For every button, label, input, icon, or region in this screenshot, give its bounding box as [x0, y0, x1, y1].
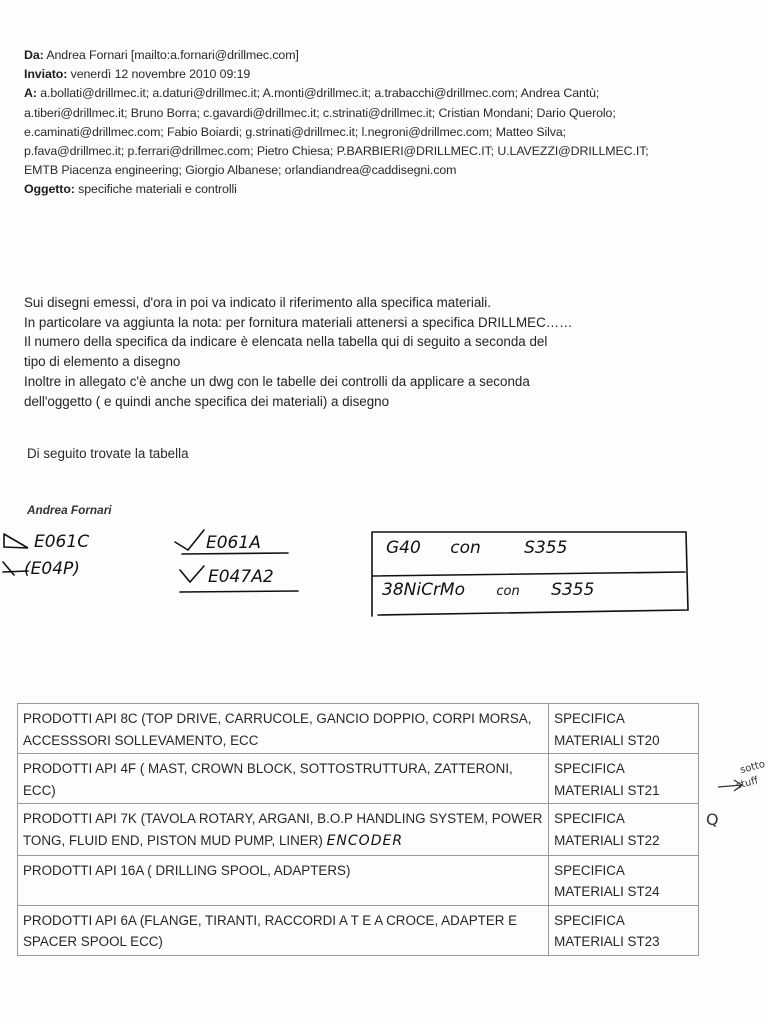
body-line-6: dell'oggetto ( e quindi anche specifica dei materiali) a disegno: [24, 393, 390, 409]
body-line-1: Sui disegni emessi, d'ora in poi va indicato il riferimento alla specifica materiali.: [24, 295, 491, 310]
spec-cell: [549, 804, 699, 855]
spec-label: SPECIFICA: [554, 912, 625, 928]
spec-label: SPECIFICA: [554, 862, 625, 878]
hand-box-row-2: [382, 580, 594, 600]
to-recipients-3: e.caminati@drillmec.com; Fabio Boiardi; g.strinati@drillmec.it; l.negroni@drillmec.com; Matteo Silva;: [24, 124, 567, 139]
spec-label: SPECIFICA: [554, 811, 625, 827]
spec-label: SPECIFICA: [554, 761, 625, 777]
hand-box-2b: con: [496, 584, 520, 599]
body-line-2: In particolare va aggiunta la nota: per fornitura materiali attenersi a specifica DRILLMEC……: [24, 314, 573, 330]
product-cell: [18, 804, 549, 855]
subject-line: [24, 180, 744, 199]
spec-cell: [549, 905, 699, 955]
table-intro: Di seguito trovate la tabella: [27, 446, 189, 461]
product-cell: PRODOTTI API 16A ( DRILLING SPOOL, ADAPTERS): [18, 855, 549, 905]
sent-line: [24, 65, 744, 84]
product-text: PRODOTTI API 7K (TAVOLA ROTARY, ARGANI, B.O.P HANDLING SYSTEM, POWER TONG, FLUID END, PISTON MUD PUMP, LINER): [23, 811, 543, 848]
hand-underline-1: [182, 553, 288, 554]
to-recipients-1: a.bollati@drillmec.it; a.daturi@drillmec.it; A.monti@drillmec.it; a.trabacchi@drillmec.com; Andrea Cantù;: [40, 86, 600, 101]
body-line-3: Il numero della specifica da indicare è elencata nella tabella qui di seguito a seconda del: [24, 334, 548, 350]
body-line-5: Inoltre in allegato c'è anche un dwg con le tabelle dei controlli da applicare a seconda: [24, 373, 530, 389]
sent-value: venerdì 12 novembre 2010 09:19: [70, 67, 251, 82]
hand-box-1a: G40: [386, 538, 421, 558]
spec-label: SPECIFICA: [554, 711, 625, 726]
table-row: [18, 804, 699, 855]
hand-note-left-1: E061C: [34, 532, 90, 552]
hand-box-1b: con: [450, 538, 481, 558]
subject-label: Oggetto:: [24, 182, 75, 197]
table-row: [18, 704, 699, 754]
from-label: Da:: [24, 48, 44, 62]
table-row: [18, 754, 699, 804]
margin-note-3: Q: [706, 810, 719, 829]
from-line: [24, 46, 744, 65]
table-row: [18, 905, 699, 955]
email-body: [24, 293, 754, 411]
spec-cell: [549, 754, 699, 804]
spec-code: MATERIALI ST22: [554, 832, 660, 848]
table-row: [18, 855, 699, 905]
to-line: [24, 84, 744, 103]
to-recipients-4: p.fava@drillmec.it; p.ferrari@drillmec.com; Pietro Chiesa; P.BARBIERI@DRILLMEC.IT; U.LAVEZZI@DRILLMEC.IT;: [24, 144, 649, 159]
hand-box-row-1: [386, 538, 567, 558]
subject-value: specifiche materiali e controlli: [78, 182, 237, 197]
hand-underline-2: [180, 591, 298, 592]
margin-note-2: stuff: [734, 775, 760, 792]
product-cell: PRODOTTI API 4F ( MAST, CROWN BLOCK, SOTTOSTRUTTURA, ZATTERONI, ECC): [18, 754, 549, 804]
hand-box-2a: 38NiCrMo: [382, 580, 465, 600]
hand-note-mid-2: E047A2: [208, 567, 274, 587]
product-cell: PRODOTTI API 8C (TOP DRIVE, CARRUCOLE, GANCIO DOPPIO, CORPI MORSA, ACCESSSORI SOLLEVAMENTO, ECC: [18, 704, 549, 754]
spec-table: [17, 703, 699, 956]
handwriting-strokes: [0, 520, 768, 630]
spec-cell: [549, 855, 699, 905]
margin-note-1: sotto: [739, 758, 767, 777]
sent-label: Inviato:: [24, 67, 68, 82]
spec-code: MATERIALI ST24: [554, 884, 660, 900]
spec-cell: [549, 704, 699, 754]
email-header: [24, 46, 744, 200]
body-line-4: tipo di elemento a disegno: [24, 354, 181, 370]
to-recipients-2: a.tiberi@drillmec.it; Bruno Borra; c.gavardi@drillmec.it; c.strinati@drillmec.it; Cristian Mondani; Dario Querolo;: [24, 105, 616, 120]
spec-code: MATERIALI ST23: [554, 934, 660, 950]
from-value: Andrea Fornari [mailto:a.fornari@drillmec.com]: [46, 48, 299, 62]
signature: Andrea Fornari: [27, 503, 112, 517]
hand-note-mid-1: E061A: [206, 533, 261, 553]
arrow-mark-1: [4, 534, 28, 548]
check-mark-1: [175, 530, 204, 550]
hand-box-1c: S355: [524, 538, 568, 558]
spec-code: MATERIALI ST21: [554, 782, 660, 798]
hand-box-2c: S355: [551, 580, 595, 600]
hand-note-left-2: (E04P): [24, 559, 80, 579]
product-cell: PRODOTTI API 6A (FLANGE, TIRANTI, RACCORDI A T E A CROCE, ADAPTER E SPACER SPOOL ECC): [18, 905, 549, 955]
to-recipients-5: EMTB Piacenza engineering; Giorgio Albanese; orlandiandrea@caddisegni.com: [24, 163, 457, 178]
to-label: A:: [24, 86, 37, 101]
spec-code: MATERIALI ST20: [554, 732, 660, 748]
check-mark-2: [180, 566, 204, 582]
hand-note-encoder: ENCODER: [326, 832, 404, 849]
